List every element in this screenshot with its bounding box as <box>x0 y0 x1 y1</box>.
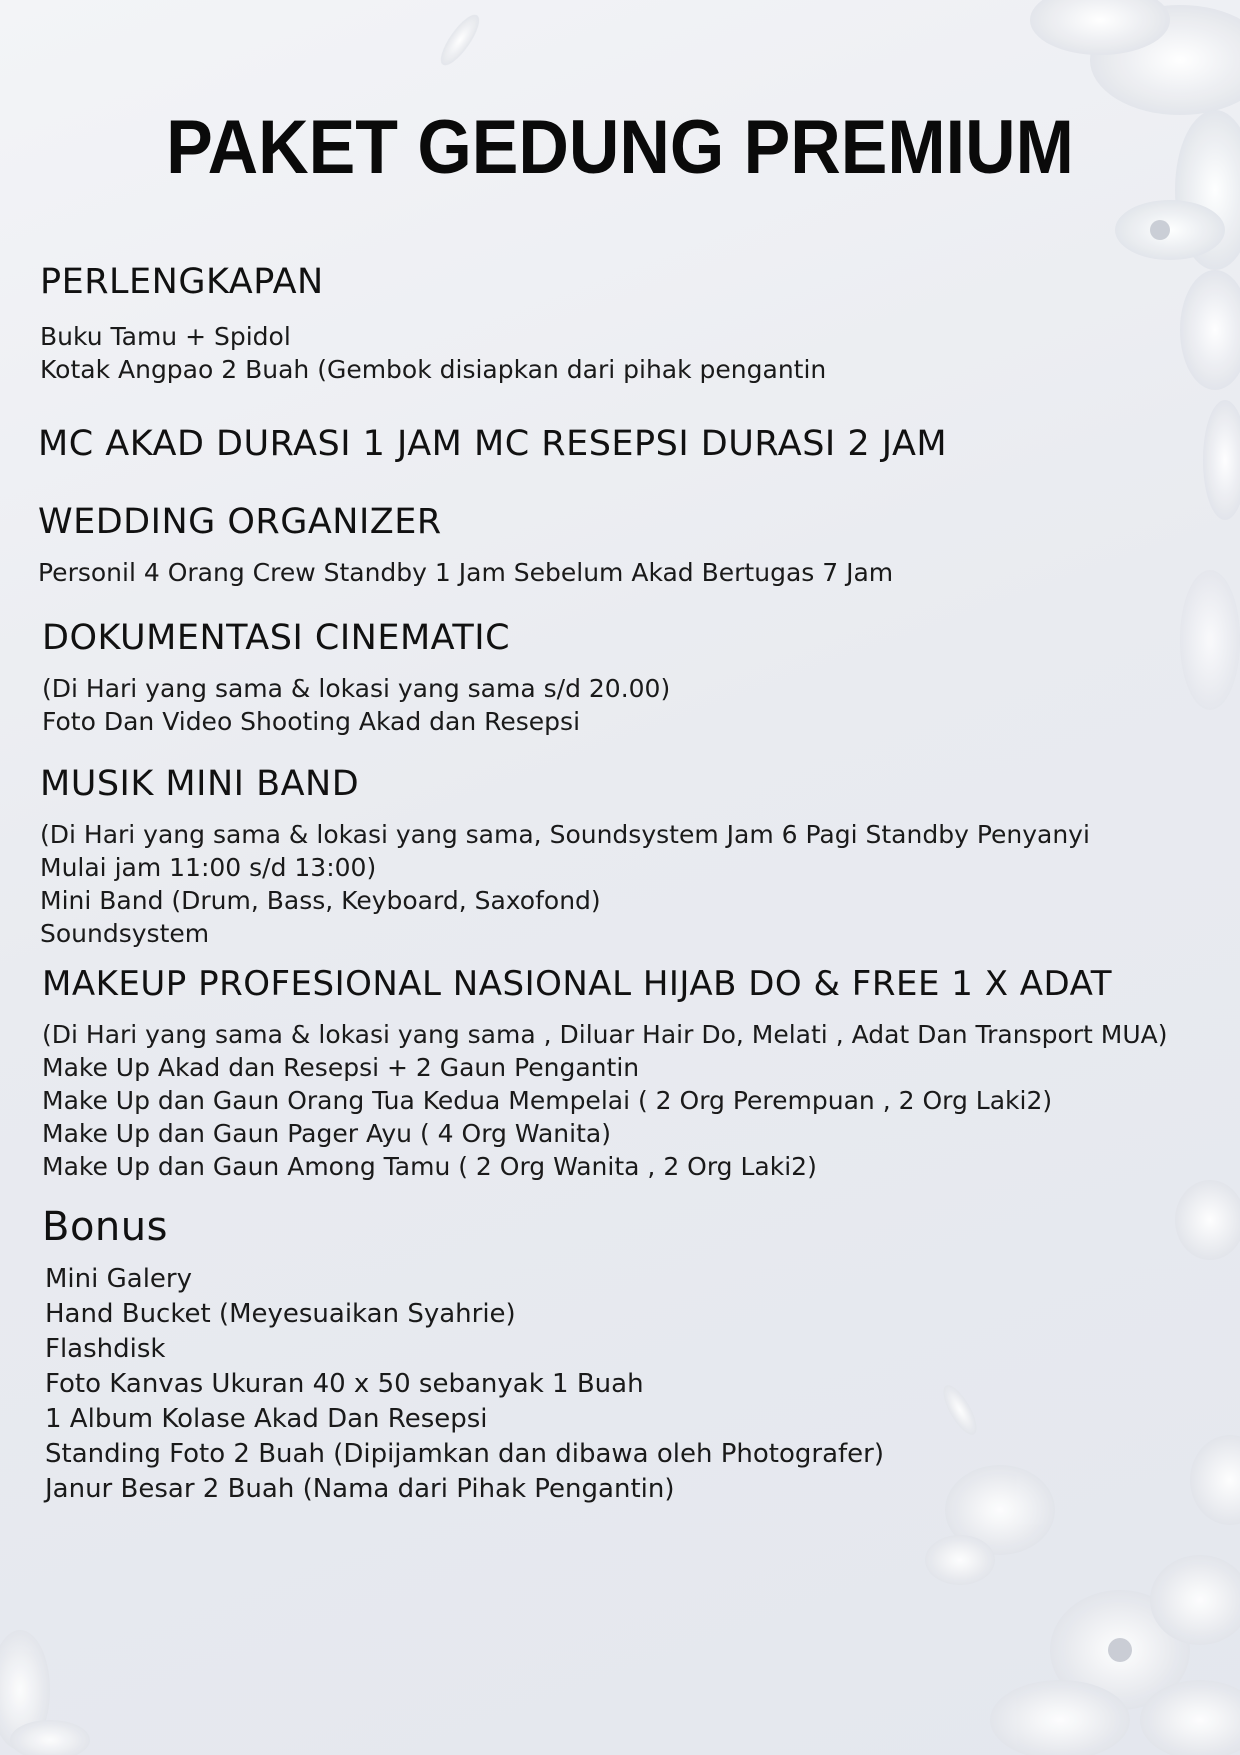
list-item: Buku Tamu + Spidol <box>40 322 291 351</box>
list-item: (Di Hari yang sama & lokasi yang sama , Diluar Hair Do, Melati , Adat Dan Transport MUA) <box>42 1020 1168 1049</box>
page-title: PAKET GEDUNG PREMIUM <box>166 105 1074 190</box>
section-heading: DOKUMENTASI CINEMATIC <box>42 618 511 658</box>
section-heading: MUSIK MINI BAND <box>40 764 360 804</box>
list-item: Mulai jam 11:00 s/d 13:00) <box>40 853 377 882</box>
section-dokumentasi <box>42 618 670 738</box>
list-item: (Di Hari yang sama & lokasi yang sama, Soundsystem Jam 6 Pagi Standby Penyanyi <box>40 820 1090 849</box>
list-item: Make Up Akad dan Resepsi + 2 Gaun Pengantin <box>42 1053 640 1082</box>
section-perlengkapan <box>40 262 826 386</box>
section-musik <box>40 764 1090 950</box>
section-bonus <box>42 1204 884 1507</box>
list-item: Foto Dan Video Shooting Akad dan Resepsi <box>42 707 581 736</box>
list-item: Kotak Angpao 2 Buah (Gembok disiapkan dari pihak pengantin <box>40 355 827 384</box>
list-item: Personil 4 Orang Crew Standby 1 Jam Sebelum Akad Bertugas 7 Jam <box>38 558 894 587</box>
list-item: Make Up dan Gaun Pager Ayu ( 4 Org Wanita) <box>42 1119 611 1148</box>
section-heading: MC AKAD DURASI 1 JAM MC RESEPSI DURASI 2 JAM <box>38 424 948 464</box>
list-item: (Di Hari yang sama & lokasi yang sama s/d 20.00) <box>42 674 671 703</box>
section-heading: WEDDING ORGANIZER <box>38 502 442 542</box>
list-item: Hand Bucket (Meyesuaikan Syahrie) <box>45 1299 516 1329</box>
section-makeup <box>42 964 1168 1183</box>
list-item: Make Up dan Gaun Among Tamu ( 2 Org Wanita , 2 Org Laki2) <box>42 1152 817 1181</box>
list-item: Mini Galery <box>45 1264 192 1294</box>
list-item: Janur Besar 2 Buah (Nama dari Pihak Pengantin) <box>45 1474 675 1504</box>
list-item: Foto Kanvas Ukuran 40 x 50 sebanyak 1 Buah <box>45 1369 644 1399</box>
list-item: Soundsystem <box>40 919 210 948</box>
list-item: Make Up dan Gaun Orang Tua Kedua Mempelai ( 2 Org Perempuan , 2 Org Laki2) <box>42 1086 1053 1115</box>
section-mc <box>38 424 947 464</box>
section-heading: MAKEUP PROFESIONAL NASIONAL HIJAB DO & FREE 1 X ADAT <box>42 964 1113 1004</box>
list-item: 1 Album Kolase Akad Dan Resepsi <box>45 1404 488 1434</box>
section-heading: PERLENGKAPAN <box>40 262 324 302</box>
list-item: Standing Foto 2 Buah (Dipijamkan dan dibawa oleh Photografer) <box>45 1439 885 1469</box>
list-item: Mini Band (Drum, Bass, Keyboard, Saxofond) <box>40 886 601 915</box>
list-item: Flashdisk <box>45 1334 166 1364</box>
section-wedding-organizer <box>38 502 893 589</box>
section-heading: Bonus <box>42 1204 168 1250</box>
